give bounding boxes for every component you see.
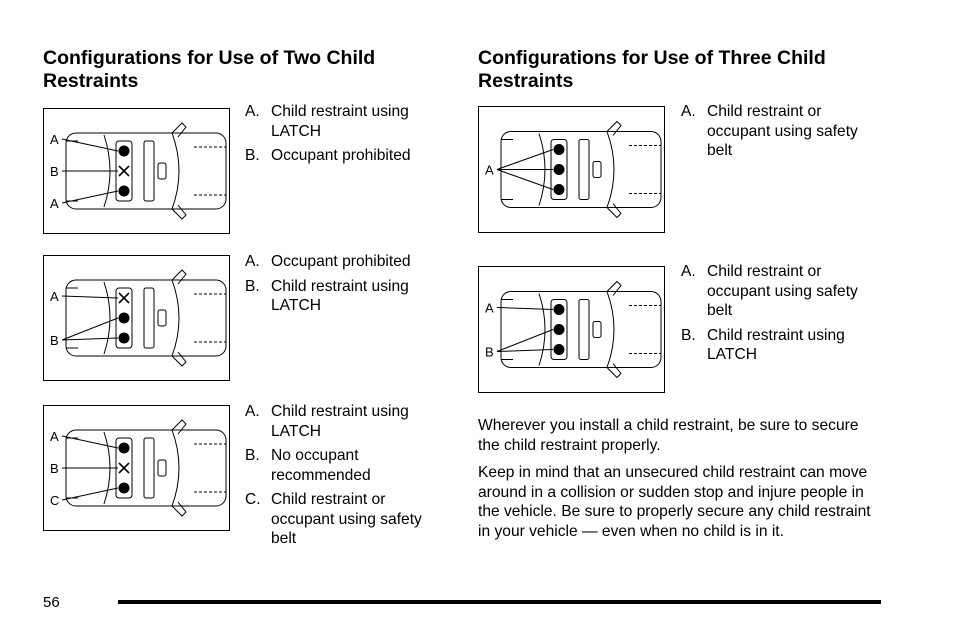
legend-item: A. Occupant prohibited <box>245 253 411 270</box>
callout-label: B <box>50 164 59 179</box>
callout-leader <box>497 308 553 310</box>
front-console <box>144 438 154 498</box>
callout-leader <box>62 488 118 500</box>
vehicle-diagram-4 <box>478 106 665 233</box>
front-console <box>144 288 154 348</box>
windshield <box>607 292 614 368</box>
vehicle-diagram-1 <box>43 108 230 234</box>
footer-rule <box>118 600 881 604</box>
vehicle-top-view <box>479 267 664 392</box>
legend-list-3 <box>245 402 445 554</box>
paragraph-warning: Keep in mind that an unsecured child restraint can move around in a collision or sudden stop and injure people in the vehicle. Be sure to properly secure any child restraint in your vehicle — even when no child is in it. <box>478 464 871 540</box>
seat-position-marker <box>119 483 130 494</box>
callout-leader <box>62 338 118 340</box>
legend-item: B. Occupant prohibited <box>245 147 411 164</box>
side-mirror <box>607 364 621 378</box>
page-number: 56 <box>43 594 60 611</box>
legend-list-2 <box>245 252 445 321</box>
front-seat <box>158 163 166 179</box>
vehicle-diagram-5 <box>478 266 665 393</box>
seat-position-marker <box>554 324 565 335</box>
vehicle-body <box>66 280 226 356</box>
legend-item: B. Child restraint using LATCH <box>681 326 845 363</box>
seat-position-marker <box>119 443 130 454</box>
seat-position-marker <box>554 164 565 175</box>
side-mirror <box>172 270 186 284</box>
seat-position-marker <box>119 186 130 197</box>
paragraph-install: Wherever you install a child restraint, be sure to secure the child restraint properly. <box>478 417 859 454</box>
prohibited-marker <box>119 463 129 473</box>
vehicle-top-view <box>44 406 229 530</box>
legend-item: A. Child restraint using LATCH <box>245 103 409 140</box>
hood-seam <box>194 147 226 195</box>
left-heading: Configurations for Use of Two Child Restraints <box>43 47 376 92</box>
callout-leader <box>497 350 553 352</box>
legend-item: C. Child restraint or occupant using safety belt <box>245 491 422 547</box>
callout-label: A <box>50 132 59 147</box>
right-heading: Configurations for Use of Three Child Restraints <box>478 47 826 92</box>
windshield <box>172 133 179 209</box>
hood-seam <box>629 146 661 194</box>
seat-position-marker <box>119 146 130 157</box>
seat-position-marker <box>554 344 565 355</box>
seat-position-marker <box>554 304 565 315</box>
callout-leader <box>62 191 118 203</box>
side-mirror <box>172 420 186 434</box>
legend-item: A. Child restraint or occupant using safety belt <box>681 103 858 159</box>
legend-item: B. Child restraint using LATCH <box>245 277 409 314</box>
front-seat <box>593 322 601 338</box>
callout-label: A <box>50 196 59 211</box>
vehicle-body <box>501 292 661 368</box>
vehicle-diagram-2 <box>43 255 230 381</box>
seat-position-marker <box>119 313 130 324</box>
callout-label: C <box>50 493 60 508</box>
legend-list-5 <box>681 262 881 370</box>
callout-label: B <box>50 461 59 476</box>
side-mirror <box>607 204 621 218</box>
side-mirror <box>607 282 621 296</box>
hood-seam <box>194 444 226 492</box>
legend-item: B. No occupant recommended <box>245 447 371 484</box>
legend-list-1 <box>245 102 445 171</box>
callout-leader <box>62 296 118 298</box>
front-console <box>579 300 589 360</box>
callout-label: A <box>50 289 59 304</box>
callout-label: A <box>485 300 494 316</box>
prohibited-marker <box>119 166 129 176</box>
callout-leader <box>62 436 118 448</box>
rear-window <box>539 294 545 366</box>
seat-position-marker <box>554 184 565 195</box>
legend-list-4 <box>681 102 881 166</box>
seat-position-marker <box>119 333 130 344</box>
rear-window <box>104 282 110 354</box>
windshield <box>607 132 614 208</box>
front-seat <box>593 162 601 178</box>
callout-label: A <box>50 429 59 444</box>
legend-item: A. Child restraint using LATCH <box>245 403 409 440</box>
prohibited-marker <box>119 293 129 303</box>
vehicle-top-view <box>44 256 229 380</box>
callout-label: A <box>485 162 494 178</box>
side-mirror <box>607 122 621 136</box>
front-seat <box>158 460 166 476</box>
legend-item: A. Child restraint or occupant using safety belt <box>681 263 858 319</box>
front-seat <box>158 310 166 326</box>
callout-label: B <box>50 333 59 348</box>
windshield <box>172 280 179 356</box>
side-mirror <box>172 352 186 366</box>
vehicle-diagram-3 <box>43 405 230 531</box>
hood-seam <box>194 294 226 342</box>
vehicle-top-view <box>44 109 229 233</box>
hood-seam <box>629 306 661 354</box>
front-console <box>144 141 154 201</box>
side-mirror <box>172 123 186 137</box>
vehicle-top-view <box>479 107 664 232</box>
side-mirror <box>172 502 186 516</box>
side-mirror <box>172 205 186 219</box>
seat-position-marker <box>554 144 565 155</box>
callout-leader <box>62 139 118 151</box>
front-console <box>579 140 589 200</box>
callout-label: B <box>485 344 494 360</box>
windshield <box>172 430 179 506</box>
